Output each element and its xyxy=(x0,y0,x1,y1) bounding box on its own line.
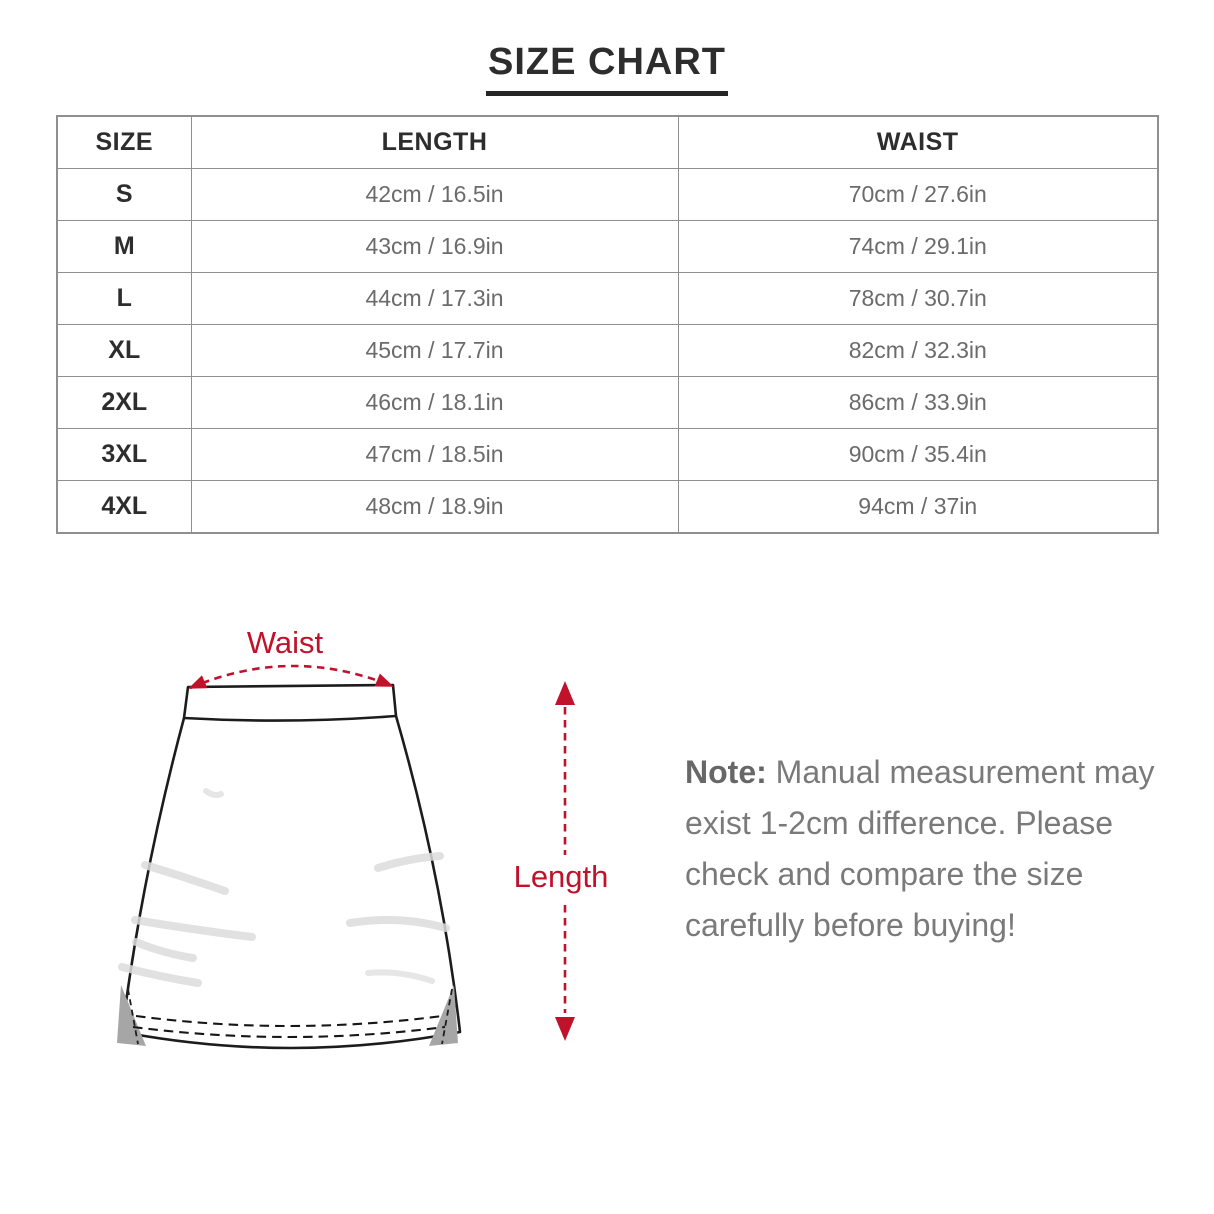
size-cell: 3XL xyxy=(57,429,191,481)
header-waist: WAIST xyxy=(678,116,1158,169)
size-cell: 2XL xyxy=(57,377,191,429)
length-cell: 42cm / 16.5in xyxy=(191,169,678,221)
waist-cell: 94cm / 37in xyxy=(678,481,1158,534)
note-line: carefully before buying! xyxy=(685,907,1016,943)
table-header-row xyxy=(57,116,1158,169)
waist-cell: 78cm / 30.7in xyxy=(678,273,1158,325)
note-block xyxy=(685,747,1175,951)
waist-cell: 74cm / 29.1in xyxy=(678,221,1158,273)
note-line: check and compare the size xyxy=(685,856,1084,892)
length-cell: 47cm / 18.5in xyxy=(191,429,678,481)
waist-cell: 82cm / 32.3in xyxy=(678,325,1158,377)
header-length: LENGTH xyxy=(191,116,678,169)
table-row xyxy=(57,481,1158,534)
length-cell: 45cm / 17.7in xyxy=(191,325,678,377)
skirt-body-outline xyxy=(122,716,460,1048)
table-row xyxy=(57,169,1158,221)
note-line: exist 1-2cm difference. Please xyxy=(685,805,1114,841)
length-cell: 46cm / 18.1in xyxy=(191,377,678,429)
waist-cell: 90cm / 35.4in xyxy=(678,429,1158,481)
length-label: Length xyxy=(513,859,609,894)
header-size: SIZE xyxy=(57,116,191,169)
table-row xyxy=(57,377,1158,429)
waist-cell: 86cm / 33.9in xyxy=(678,377,1158,429)
note-line xyxy=(685,747,1175,798)
length-cell: 44cm / 17.3in xyxy=(191,273,678,325)
table-row xyxy=(57,429,1158,481)
length-cell: 43cm / 16.9in xyxy=(191,221,678,273)
table-row xyxy=(57,325,1158,377)
size-cell: XL xyxy=(57,325,191,377)
page-title xyxy=(0,41,1214,96)
waist-label: Waist xyxy=(246,625,324,660)
note-label: Note: xyxy=(685,754,767,790)
size-cell: S xyxy=(57,169,191,221)
page-title-text: SIZE CHART xyxy=(486,41,728,96)
length-cell: 48cm / 18.9in xyxy=(191,481,678,534)
waist-cell: 70cm / 27.6in xyxy=(678,169,1158,221)
size-cell: M xyxy=(57,221,191,273)
size-cell: 4XL xyxy=(57,481,191,534)
skirt-diagram-icon xyxy=(90,615,610,1085)
size-chart-table xyxy=(56,115,1159,534)
length-arrow-bottom xyxy=(555,1017,575,1041)
length-arrow-top xyxy=(555,681,575,705)
size-cell: L xyxy=(57,273,191,325)
table-row xyxy=(57,273,1158,325)
waistband-outline xyxy=(184,685,396,721)
note-text: Manual measurement may xyxy=(775,754,1155,790)
table-row xyxy=(57,221,1158,273)
